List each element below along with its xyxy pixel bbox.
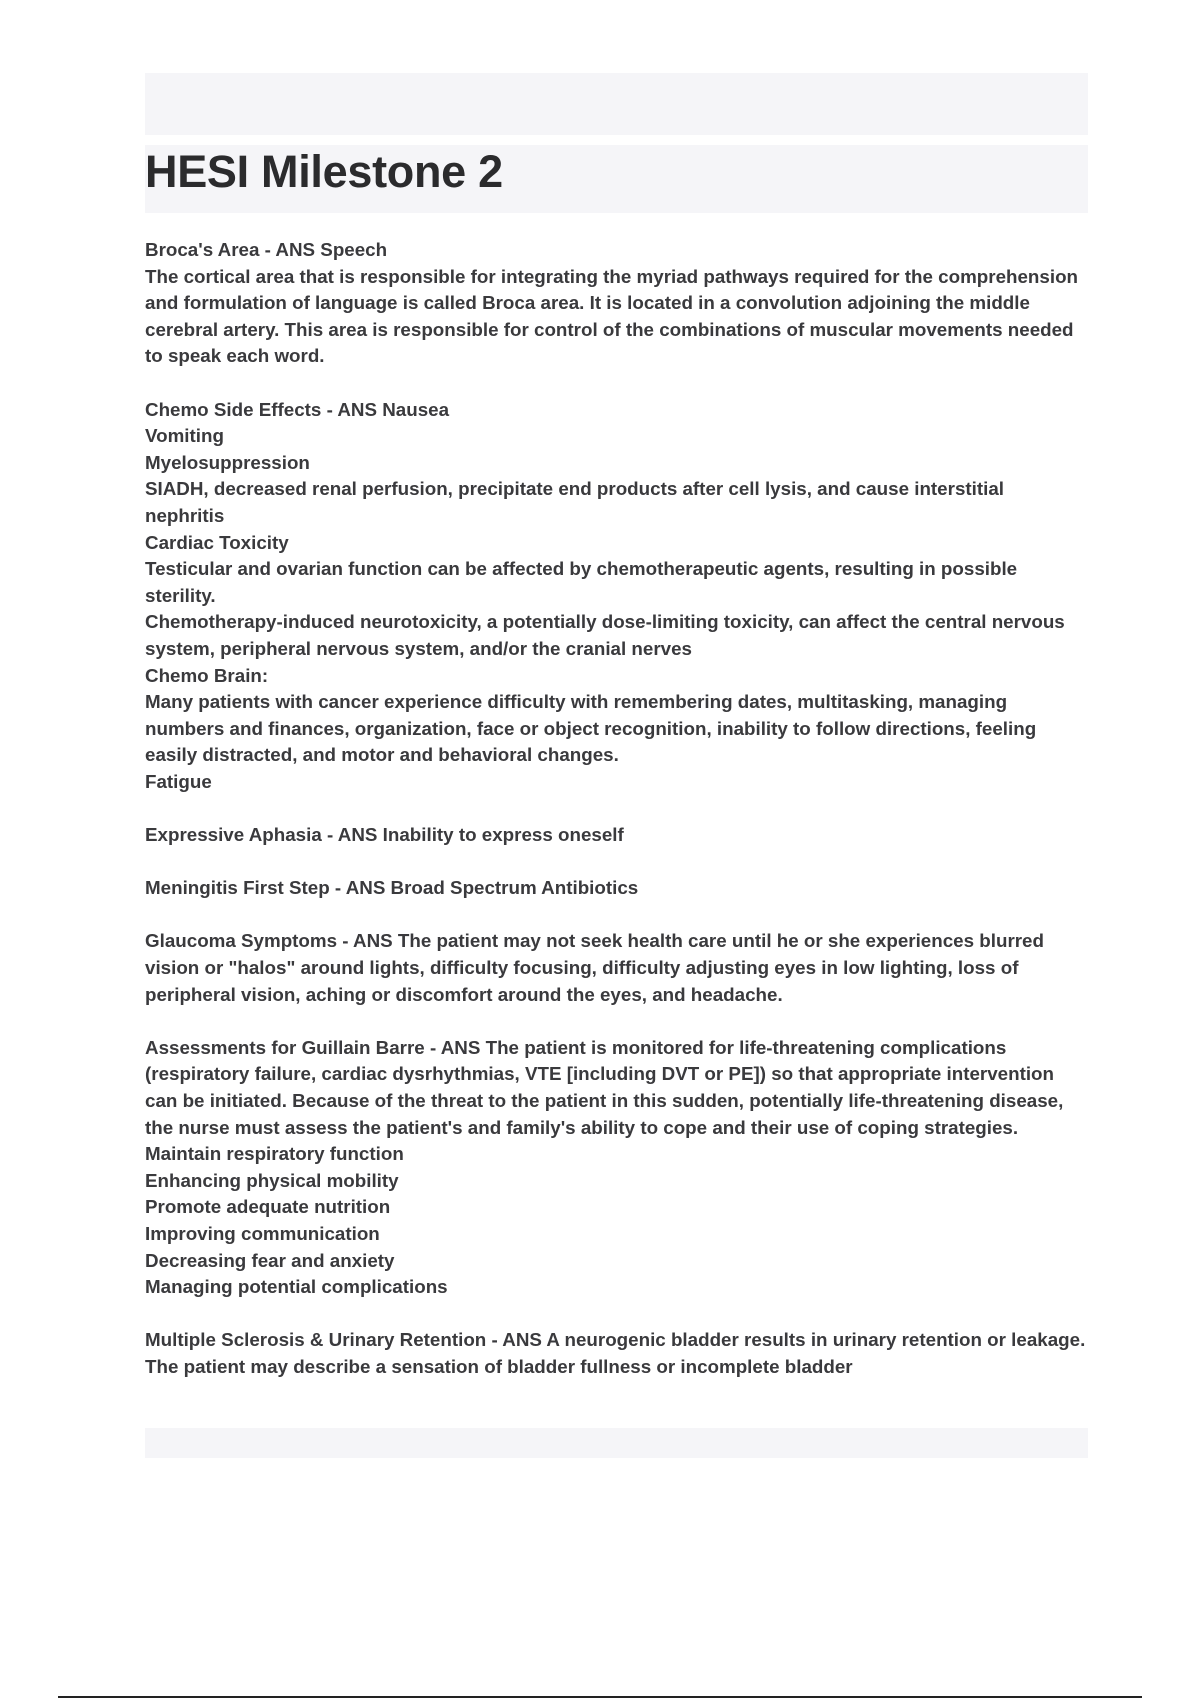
entry-brocas-area <box>145 237 1088 370</box>
entry-line: Assessments for Guillain Barre - ANS The patient is monitored for life-threatening complications (respiratory failure, cardiac dysrhythmias, VTE [including DVT or PE]) so that appropriate intervention can be initiated. Because of the threat to the patient in this sudden, potentially life-threatening disease, the nurse must assess the patient's and family's ability to cope and their use of coping strategies. <box>145 1036 1064 1138</box>
entry-line: Improving communication <box>145 1222 380 1244</box>
entry-line: Chemo Side Effects - ANS Nausea <box>145 398 450 420</box>
entry-line: Maintain respiratory function <box>145 1143 404 1165</box>
entry-chemo-side-effects <box>145 397 1088 796</box>
entry-line: Chemo Brain: <box>145 664 269 686</box>
entry-line: Expressive Aphasia - ANS Inability to express oneself <box>145 824 624 846</box>
entry-line: Promote adequate nutrition <box>145 1196 391 1218</box>
page-bottom-rule <box>58 1696 1142 1698</box>
entry-line: Managing potential complications <box>145 1276 448 1298</box>
entry-guillain-barre <box>145 1035 1088 1301</box>
entry-line: SIADH, decreased renal perfusion, precipitate end products after cell lysis, and cause interstitial nephritis <box>145 478 1004 526</box>
entry-line: The cortical area that is responsible for integrating the myriad pathways required for the comprehension and formulation of language is called Broca area. It is located in a convolution adjoining the middle cerebral artery. This area is responsible for control of the combinations of muscular movements needed to speak each word. <box>145 265 1079 367</box>
entry-line: Many patients with cancer experience difficulty with remembering dates, multitasking, managing numbers and finances, organization, face or object recognition, inability to follow directions, feeling easily distracted, and motor and behavioral changes. <box>145 691 1037 766</box>
entry-line: Cardiac Toxicity <box>145 531 289 553</box>
footer-band <box>145 1428 1088 1458</box>
entry-line: Multiple Sclerosis & Urinary Retention - ANS A neurogenic bladder results in urinary retention or leakage. The patient may describe a sensation of bladder fullness or incomplete bladder <box>145 1329 1086 1377</box>
entry-line: Testicular and ovarian function can be affected by chemotherapeutic agents, resulting in possible sterility. <box>145 558 1018 606</box>
entry-line: Myelosuppression <box>145 451 310 473</box>
entry-line: Meningitis First Step - ANS Broad Spectrum Antibiotics <box>145 877 639 899</box>
entry-line: Fatigue <box>145 770 212 792</box>
header-band <box>145 73 1088 135</box>
entry-line: Broca's Area - ANS Speech <box>145 239 388 260</box>
entry-line: Decreasing fear and anxiety <box>145 1249 395 1271</box>
document-body <box>145 237 1088 1407</box>
entry-line: Enhancing physical mobility <box>145 1169 399 1191</box>
entry-line: Glaucoma Symptoms - ANS The patient may not seek health care until he or she experiences blurred vision or "halos" around lights, difficulty focusing, difficulty adjusting eyes in low lighting, loss of peripheral vision, aching or discomfort around the eyes, and headache. <box>145 930 1044 1005</box>
entry-line: Vomiting <box>145 425 224 447</box>
entry-glaucoma-symptoms <box>145 928 1088 1008</box>
entry-expressive-aphasia <box>145 822 1088 849</box>
entry-line: Chemotherapy-induced neurotoxicity, a potentially dose-limiting toxicity, can affect the central nervous system, peripheral nervous system, and/or the cranial nerves <box>145 611 1065 659</box>
entry-meningitis-first-step <box>145 875 1088 902</box>
entry-ms-urinary-retention <box>145 1327 1088 1380</box>
page-title: HESI Milestone 2 <box>145 146 503 197</box>
